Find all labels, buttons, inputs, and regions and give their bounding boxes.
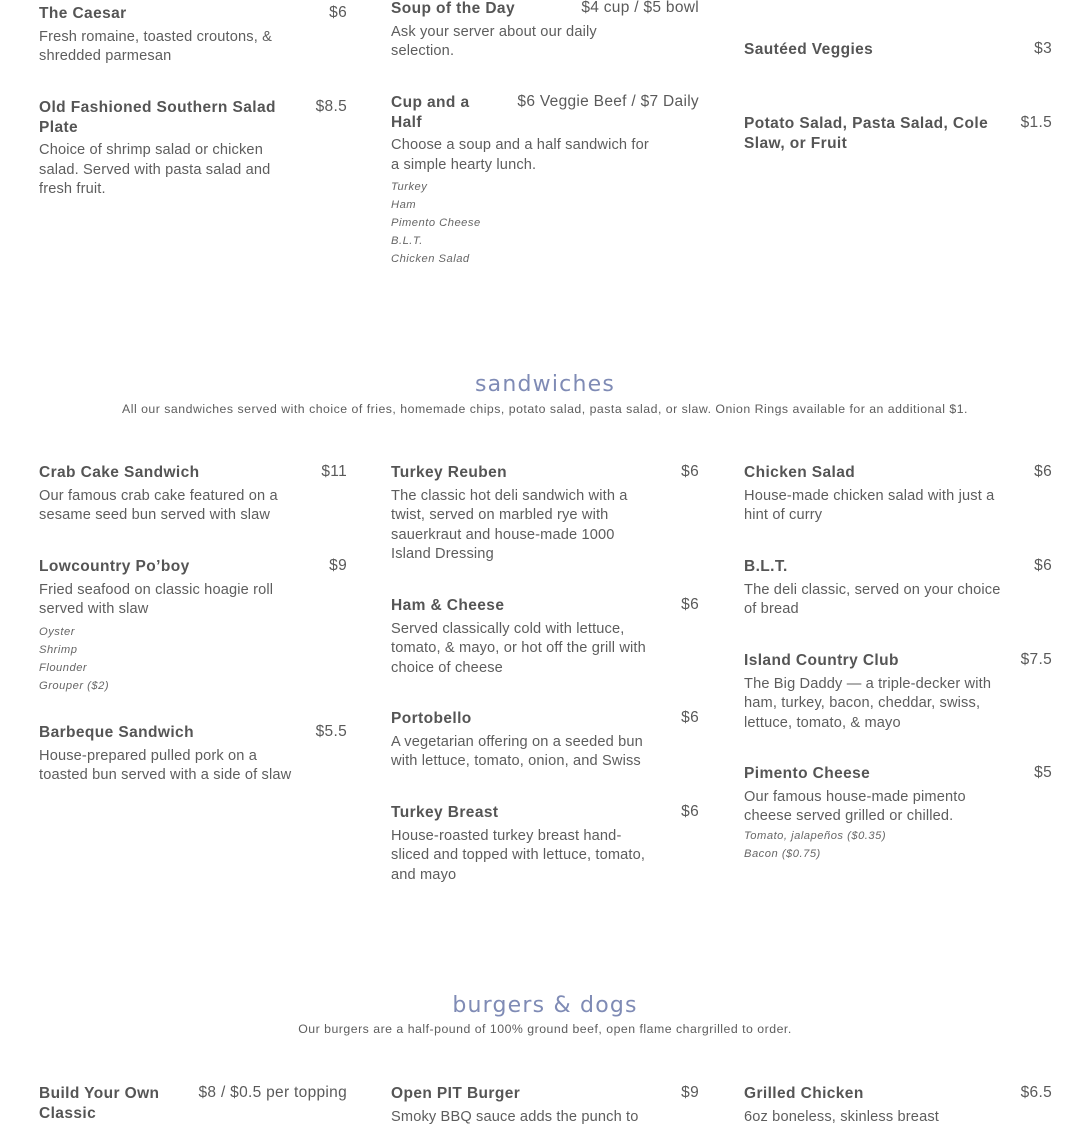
- menu-item: [391, 463, 699, 565]
- menu-item: [39, 557, 347, 695]
- option: Ham: [391, 199, 417, 212]
- option: Pimento Cheese: [391, 217, 481, 230]
- item-name: Chicken Salad: [744, 464, 856, 481]
- item-name: Turkey Breast: [391, 804, 499, 821]
- item-price: $9: [681, 1084, 699, 1101]
- item-price: $7.5: [1020, 651, 1052, 668]
- item-price: $6: [681, 596, 699, 613]
- item-price: $5: [1034, 764, 1052, 781]
- item-price: $8 / $0.5 per topping: [198, 1084, 347, 1101]
- item-name: Sautéed Veggies: [744, 41, 874, 58]
- item-description: House-made chicken salad with just a hint of curry: [744, 487, 995, 524]
- section-note-burgers: Our burgers are a half-pound of 100% ground beef, open flame chargrilled to order.: [298, 1022, 792, 1036]
- menu-item: [744, 40, 1052, 60]
- item-price: $8.5: [315, 98, 347, 115]
- menu-item: [744, 651, 1052, 733]
- item-price: $6: [681, 709, 699, 726]
- option: Tomato, jalapeños ($0.35): [744, 829, 887, 842]
- item-price: $3: [1034, 40, 1052, 57]
- item-name: Pimento Cheese: [744, 765, 871, 782]
- item-price: $6 Veggie Beef / $7 Daily: [517, 93, 699, 110]
- item-name: Cup and a Half: [391, 94, 470, 131]
- item-price: $6: [681, 463, 699, 480]
- menu-item: [391, 596, 699, 678]
- menu-item: [744, 557, 1052, 620]
- item-description: Fresh romaine, toasted croutons, & shredded parmesan: [39, 28, 273, 65]
- item-name: Grilled Chicken: [744, 1085, 864, 1102]
- item-price: $11: [321, 463, 347, 480]
- item-description: A vegetarian offering on a seeded bun with lettuce, tomato, onion, and Swiss: [391, 733, 643, 770]
- item-description: 6oz boneless, skinless breast: [744, 1108, 939, 1125]
- menu-item: [391, 0, 699, 62]
- menu-item: [391, 709, 699, 772]
- item-description: Served classically cold with lettuce, tomato, & mayo, or hot off the grill with choice of cheese: [391, 620, 646, 676]
- item-description: Ask your server about our daily selection.: [391, 23, 597, 60]
- item-name: Old Fashioned Southern Salad Plate: [39, 99, 276, 136]
- option: Grouper ($2): [39, 679, 110, 692]
- item-name: Soup of the Day: [391, 0, 515, 17]
- item-name: Potato Salad, Pasta Salad, Cole Slaw, or Fruit: [744, 115, 989, 152]
- option: Shrimp: [39, 643, 78, 656]
- item-name: B.L.T.: [744, 558, 788, 575]
- item-description: Our famous house-made pimento cheese served grilled or chilled.: [744, 788, 966, 825]
- item-name: Crab Cake Sandwich: [39, 464, 200, 481]
- option: Chicken Salad: [391, 253, 470, 266]
- menu-item: [39, 4, 347, 67]
- menu-item: [39, 723, 347, 786]
- item-price: $6: [1034, 557, 1052, 574]
- item-description: Smoky BBQ sauce adds the punch to: [391, 1108, 639, 1125]
- item-description: Choose a soup and a half sandwich for a simple hearty lunch.: [391, 137, 649, 173]
- option: B.L.T.: [391, 235, 423, 248]
- item-description: Our famous crab cake featured on a sesame seed bun served with slaw: [39, 487, 278, 524]
- item-price: $4 cup / $5 bowl: [581, 0, 699, 16]
- item-price: $6.5: [1020, 1084, 1052, 1101]
- item-description: The deli classic, served on your choice of bread: [744, 581, 1001, 618]
- menu-item: [39, 98, 347, 200]
- item-description: House-roasted turkey breast hand-sliced and topped with lettuce, tomato, and mayo: [391, 827, 646, 883]
- option: Flounder: [39, 661, 88, 674]
- section-title-sandwiches: sandwiches: [475, 372, 615, 397]
- item-name: Portobello: [391, 710, 472, 727]
- menu-item: [391, 93, 699, 268]
- item-description: Fried seafood on classic hoagie roll served with slaw: [39, 581, 274, 618]
- section-title-burgers: burgers & dogs: [452, 993, 638, 1018]
- option-list: [39, 623, 347, 695]
- item-description: House-prepared pulled pork on a toasted bun served with a side of slaw: [39, 747, 292, 784]
- item-price: $6: [681, 803, 699, 820]
- menu-item: [39, 1084, 347, 1123]
- menu-item: [391, 803, 699, 885]
- item-description: The classic hot deli sandwich with a twist, served on marbled rye with sauerkraut and house-made 1000 Island Dressing: [391, 487, 628, 563]
- item-name: Lowcountry Po’boy: [39, 558, 190, 575]
- option: Turkey: [391, 181, 428, 194]
- menu-item: [744, 764, 1052, 863]
- item-description: Choice of shrimp salad or chicken salad. Served with pasta salad and fresh fruit.: [39, 142, 271, 198]
- item-name: Island Country Club: [744, 652, 899, 669]
- item-price: $6: [1034, 463, 1052, 480]
- option-list: [391, 178, 699, 268]
- menu-item: [744, 1084, 1052, 1127]
- item-price: $1.5: [1020, 114, 1052, 131]
- section-note-sandwiches: All our sandwiches served with choice of fries, homemade chips, potato salad, pasta salad, or slaw. Onion Rings available for an additional $1.: [122, 402, 968, 416]
- menu-item: [744, 463, 1052, 526]
- item-price: $9: [329, 557, 347, 574]
- menu-item: [744, 114, 1052, 153]
- item-name: Build Your Own Classic: [39, 1085, 160, 1122]
- item-name: Barbeque Sandwich: [39, 724, 194, 741]
- option-list: [744, 827, 1052, 863]
- item-price: $6: [329, 4, 347, 21]
- option: Bacon ($0.75): [744, 847, 821, 860]
- menu-item: [391, 1084, 699, 1127]
- item-price: $5.5: [315, 723, 347, 740]
- item-name: Open PIT Burger: [391, 1085, 521, 1102]
- item-name: The Caesar: [39, 5, 127, 22]
- item-name: Turkey Reuben: [391, 464, 508, 481]
- item-name: Ham & Cheese: [391, 597, 505, 614]
- item-description: The Big Daddy — a triple-decker with ham, turkey, bacon, cheddar, swiss, lettuce, tomato, & mayo: [744, 675, 992, 731]
- menu-item: [39, 463, 347, 526]
- option: Oyster: [39, 625, 75, 638]
